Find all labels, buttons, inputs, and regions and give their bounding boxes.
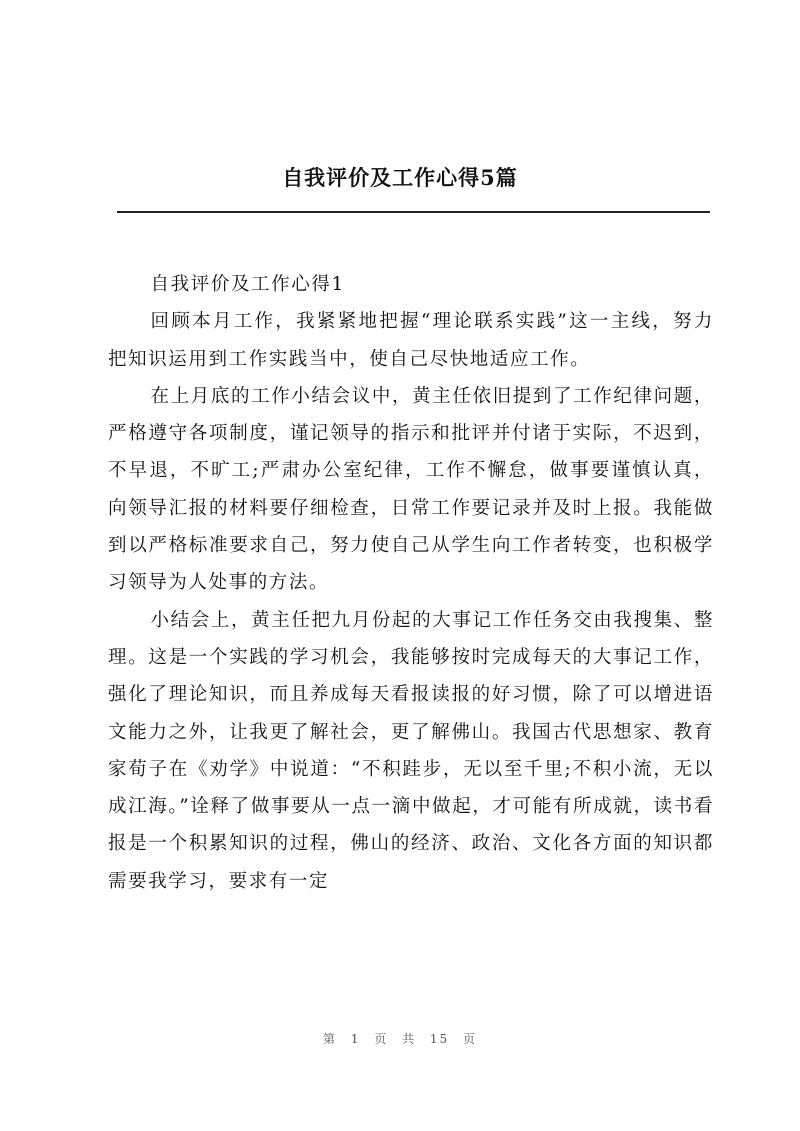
body-paragraph: 在上月底的工作小结会议中，黄主任依旧提到了工作纪律问题，严格遵守各项制度，谨记领导的指示和批评并付诸于实际，不迟到，不早退，不旷工;严肃办公室纪律，工作不懈怠，做事要谨慎认真，向领导汇报的材料要仔细检查，日常工作要记录并及时上报。我能做到以严格标准要求自己，努力使自己从学生向工作者转变，也积极学习领导为人处事的方法。 <box>108 385 714 594</box>
section-heading: 自我评价及工作心得1 <box>150 274 345 295</box>
page-number-footer: 第 1 页 共 15 页 <box>323 1032 477 1046</box>
body-paragraph: 回顾本月工作，我紧紧地把握“理论联系实践”这一主线，努力把知识运用到工作实践当中，使自己尽快地适应工作。 <box>108 311 714 370</box>
body-paragraph: 小结会上，黄主任把九月份起的大事记工作任务交由我搜集、整理。这是一个实践的学习机会，我能够按时完成每天的大事记工作，强化了理论知识，而且养成每天看报读报的好习惯，除了可以增进语文能力之外，让我更了解社会，更了解佛山。我国古代思想家、教育家荀子在《劝学》中说道：“不积跬步，无以至千里;不积小流，无以成江海。”诠释了做事要从一点一滴中做起，才可能有所成就，读书看报是一个积累知识的过程，佛山的经济、政治、文化各方面的知识都需要我学习，要求有一定 <box>108 609 714 892</box>
document-body <box>108 266 714 900</box>
document-title: 自我评价及工作心得5篇 <box>282 165 518 190</box>
title-underline-divider <box>117 211 710 213</box>
